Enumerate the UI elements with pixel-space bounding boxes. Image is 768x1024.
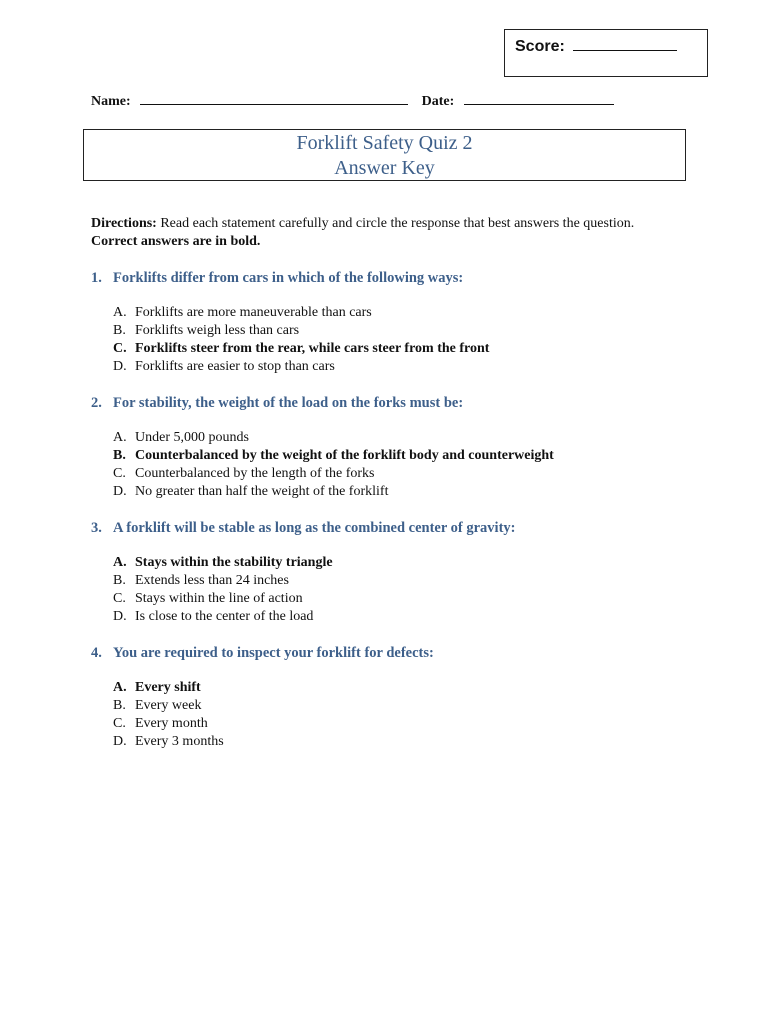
option-letter: A.	[113, 555, 127, 570]
option-letter: D.	[113, 734, 127, 749]
option-text: Every week	[135, 698, 202, 713]
answer-option[interactable]	[91, 608, 711, 626]
option-text: Counterbalanced by the length of the forks	[135, 466, 375, 481]
option-text: Every month	[135, 716, 208, 731]
option-letter: C.	[113, 466, 126, 481]
option-text: Stays within the stability triangle	[135, 555, 333, 570]
option-text: Is close to the center of the load	[135, 609, 314, 624]
option-text: Every shift	[135, 680, 201, 695]
question-3	[91, 519, 711, 626]
answer-option[interactable]	[91, 572, 711, 590]
question-text	[91, 519, 711, 537]
directions-label: Directions:	[91, 216, 157, 231]
option-letter: D.	[113, 609, 127, 624]
directions-text: Read each statement carefully and circle the response that best answers the question.	[160, 216, 635, 231]
question-text	[91, 644, 711, 662]
date-label: Date:	[421, 94, 455, 109]
option-letter: C.	[113, 716, 126, 731]
option-letter: A.	[113, 305, 127, 320]
score-blank[interactable]	[573, 36, 677, 51]
question-prompt: A forklift will be stable as long as the combined center of gravity:	[113, 520, 516, 536]
option-letter: A.	[113, 430, 127, 445]
directions-note: Correct answers are in bold.	[91, 234, 261, 249]
question-prompt: Forklifts differ from cars in which of the following ways:	[113, 270, 464, 286]
option-text: Forklifts weigh less than cars	[135, 323, 300, 338]
question-number: 2.	[91, 395, 102, 411]
answer-option[interactable]	[91, 304, 711, 322]
option-text: Under 5,000 pounds	[135, 430, 249, 445]
answer-option[interactable]	[91, 340, 711, 358]
question-list	[91, 269, 711, 769]
answer-option[interactable]	[91, 590, 711, 608]
option-text: Forklifts steer from the rear, while cars steer from the front	[135, 341, 490, 356]
name-blank[interactable]	[140, 92, 408, 105]
option-letter: A.	[113, 680, 127, 695]
title-box	[83, 129, 686, 181]
option-letter: D.	[113, 359, 127, 374]
question-number: 3.	[91, 520, 102, 536]
directions	[91, 215, 691, 251]
answer-option[interactable]	[91, 733, 711, 751]
option-text: No greater than half the weight of the forklift	[135, 484, 389, 499]
answer-option[interactable]	[91, 697, 711, 715]
option-text: Counterbalanced by the weight of the forklift body and counterweight	[135, 448, 554, 463]
question-text	[91, 269, 711, 287]
question-number: 1.	[91, 270, 102, 286]
answer-option[interactable]	[91, 447, 711, 465]
option-letter: D.	[113, 484, 127, 499]
option-text: Every 3 months	[135, 734, 224, 749]
answer-option[interactable]	[91, 679, 711, 697]
score-label: Score:	[515, 38, 565, 55]
option-text: Forklifts are more maneuverable than cars	[135, 305, 372, 320]
answer-option[interactable]	[91, 429, 711, 447]
page-title: Forklift Safety Quiz 2	[296, 132, 473, 154]
directions-line	[91, 215, 691, 233]
option-text: Stays within the line of action	[135, 591, 303, 606]
answer-option[interactable]	[91, 358, 711, 376]
option-letter: C.	[113, 341, 127, 356]
question-1	[91, 269, 711, 376]
answer-option[interactable]	[91, 483, 711, 501]
answer-option[interactable]	[91, 322, 711, 340]
question-number: 4.	[91, 645, 102, 661]
date-blank[interactable]	[464, 92, 614, 105]
name-date-row	[91, 92, 614, 110]
option-letter: C.	[113, 591, 126, 606]
answer-option[interactable]	[91, 715, 711, 733]
name-label: Name:	[91, 94, 131, 109]
page-subtitle: Answer Key	[334, 157, 435, 179]
question-2	[91, 394, 711, 501]
option-letter: B.	[113, 573, 126, 588]
option-letter: B.	[113, 698, 126, 713]
question-text	[91, 394, 711, 412]
answer-option[interactable]	[91, 465, 711, 483]
option-text: Extends less than 24 inches	[135, 573, 289, 588]
option-text: Forklifts are easier to stop than cars	[135, 359, 335, 374]
question-prompt: You are required to inspect your forklift for defects:	[113, 645, 434, 661]
option-letter: B.	[113, 323, 126, 338]
question-4	[91, 644, 711, 751]
answer-option[interactable]	[91, 554, 711, 572]
score-box	[504, 29, 708, 77]
option-letter: B.	[113, 448, 126, 463]
question-prompt: For stability, the weight of the load on the forks must be:	[113, 395, 464, 411]
